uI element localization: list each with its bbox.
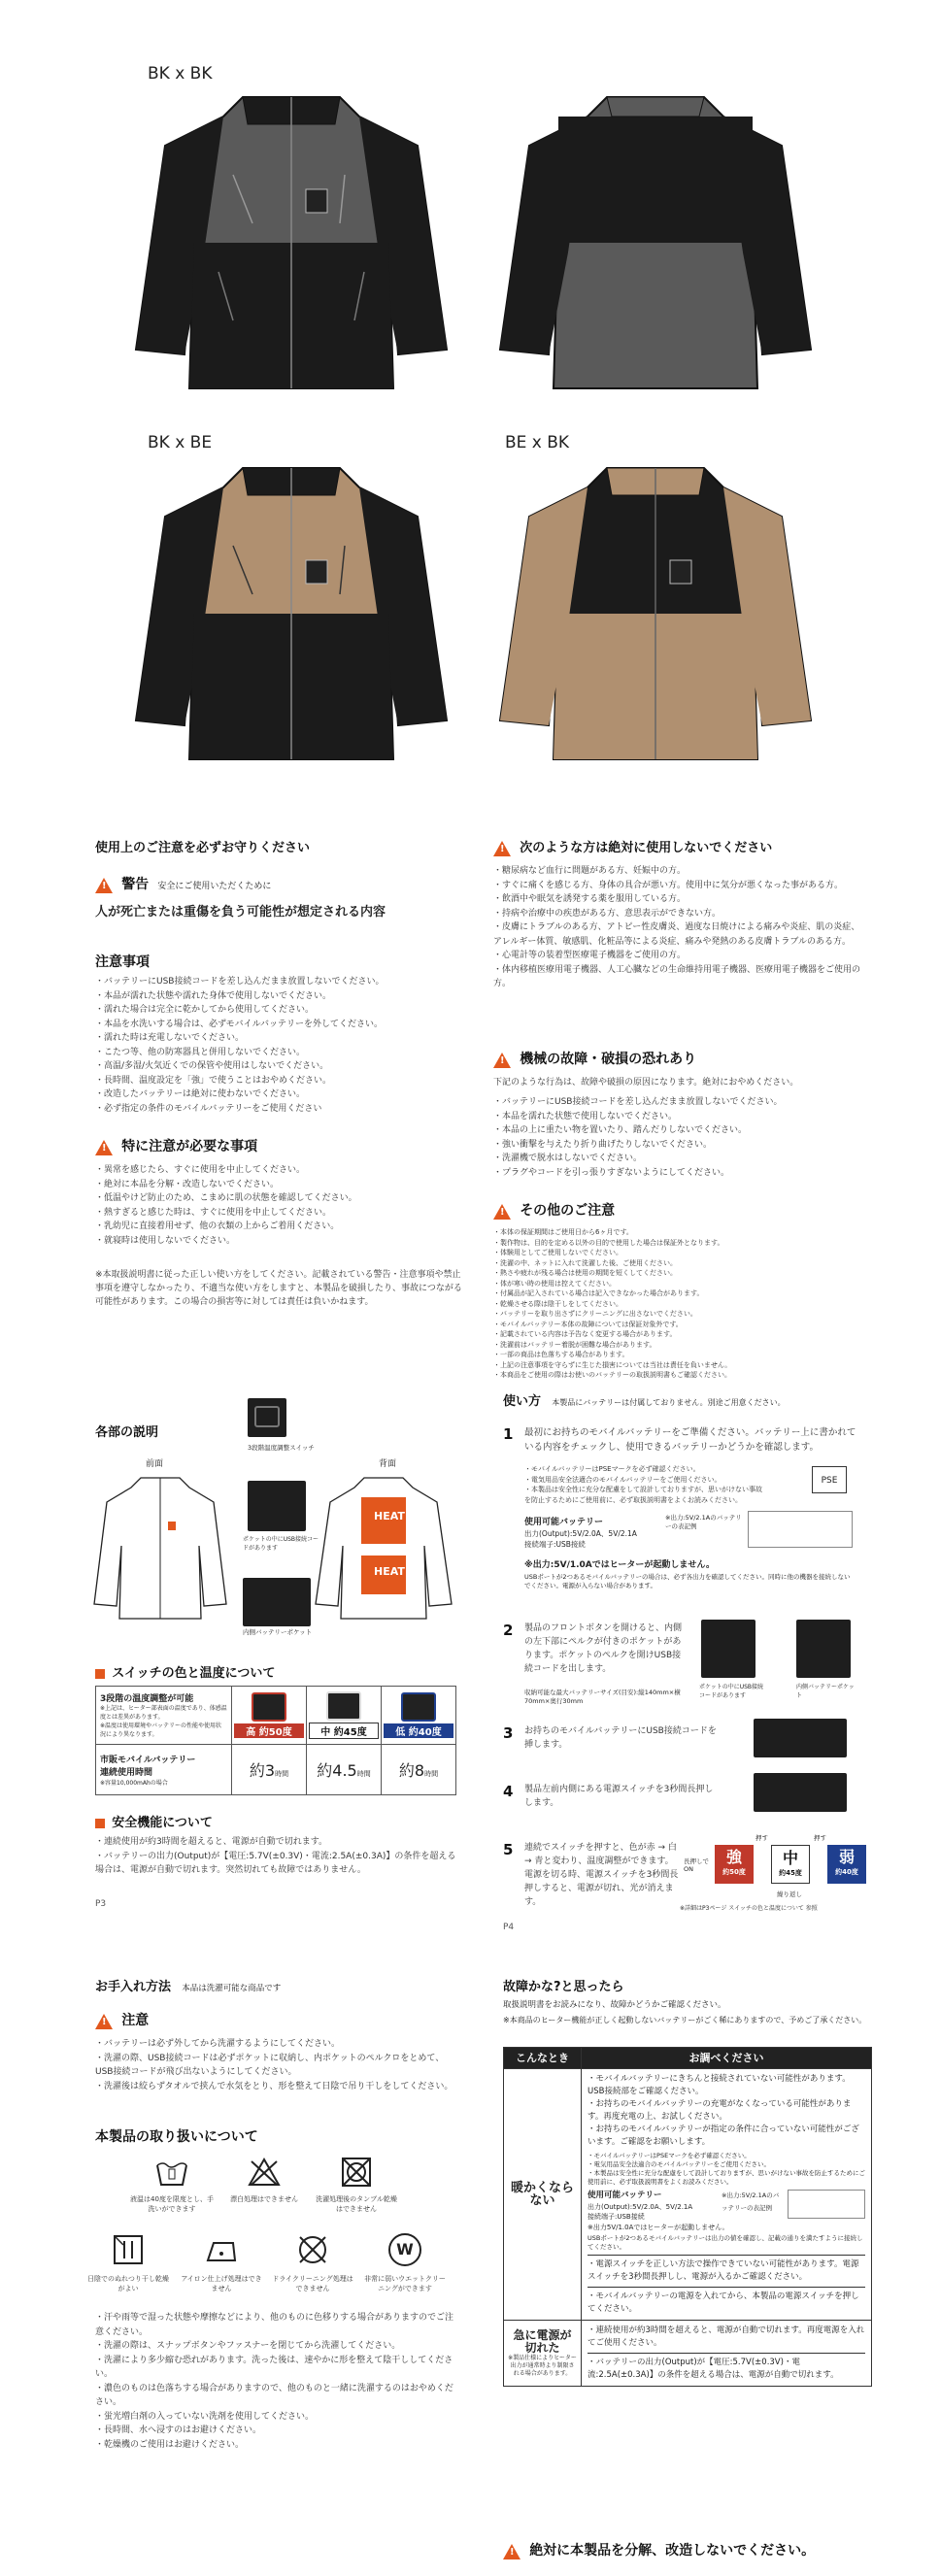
check-item: ・バッテリーの出力(Output)が【電圧:5.7V(±0.3V)・電流:2.5A(±0.3A)】の条件を超える場合は、電源が自動で切れます。 (588, 2353, 865, 2382)
restrict-title: 次のような方は絶対に使用しないでください (520, 841, 773, 855)
col-header: こんなとき (504, 2048, 582, 2069)
final-warning-text: 絶対に本製品を分解、改造しないでください。 (529, 2543, 816, 2559)
trouble-sub1: 取扱説明書をお読みになり、故障かどうかご確認ください。 (503, 2000, 726, 2010)
warning-icon (493, 841, 511, 856)
list-item: ・本品を水洗いする場合は、必ずモバイルバッテリーを外してください。 (95, 1019, 384, 1029)
list-item: ・体が寒い時の使用は控えてください。 (493, 1279, 616, 1288)
list-item: ・本体の保証期間はご使用日から6ヶ月です。 (493, 1228, 633, 1236)
warning-sub: 安全にご使用いただくために (157, 882, 272, 891)
special-heading (95, 1136, 257, 1155)
warning-icon (95, 1140, 113, 1155)
usage-title: 使い方 (503, 1394, 542, 1409)
step2-photo-pocket (701, 1620, 755, 1678)
list-item: ・洗濯の際、USB接続コードは必ずポケットに収納し、内ポケットのペルクロをとめて、USB接続コードが飛び出ないようにしてください。 (95, 2053, 445, 2077)
table-row (504, 2069, 872, 2321)
no-tumble-icon (340, 2156, 373, 2189)
level-badge-mid: 中 約45度 (309, 1723, 379, 1739)
care-label: 日陰でのぬれつり干し乾燥がよい (87, 2275, 169, 2292)
list-item: ・バッテリーは必ず外してから洗濯するようにしてください。 (95, 2039, 341, 2049)
care-label: 漂白処理はできません (230, 2195, 298, 2203)
parts-back-illustration (311, 1468, 456, 1623)
case1-usb: ※出力5V/1.0Aではヒーターが起動しません。 (588, 2224, 729, 2231)
pocket-label: ポケットの中にUSB接続コードがあります (243, 1536, 319, 1552)
size-note: 収納可能な最大バッテリーサイズ(目安):縦140mm×横70mm×奥行30mm (524, 1689, 681, 1705)
inner-caption: 内側バッテリーポケット (796, 1684, 855, 1699)
step-text: お持ちのモバイルバッテリーにUSB接続コードを挿します。 (524, 1726, 717, 1750)
pse-mark: PSE (812, 1466, 847, 1493)
case1-spec-side: ※出力:5V/2.1Aのバッテリーの表記例 (722, 2191, 780, 2212)
warning-icon (503, 2544, 520, 2559)
step3-photo (754, 1719, 847, 1757)
care-warn-title: 注意 (121, 2013, 150, 2028)
battery-label-sample (788, 2190, 865, 2219)
list-item: ・バッテリーを取り出さずにクリーニングに出さないでください。 (493, 1310, 697, 1318)
care-label: 液温は40度を限度とし、手洗いができます (130, 2195, 214, 2213)
hours-low: 約8時間 (382, 1745, 456, 1795)
list-item: ・改造したバッテリーは絶対に使わないでください。 (95, 1089, 306, 1099)
jacket-bkbk-front (126, 78, 456, 398)
temp-row2-label-cell (96, 1745, 232, 1795)
list-item: ・付属品が記入されている場合は記入できなかった場合があります。 (493, 1289, 704, 1297)
list-item: ・長時間、温度設定を「強」で使うことはおやめください。 (95, 1075, 332, 1086)
list-item: ・すぐに痛くを感じる方、身体の具合が悪い方。使用中に気分が悪くなった事がある方。 (493, 880, 844, 890)
out-note: ※出力:5V/1.0Aではヒーターが起動しません。 (524, 1560, 715, 1570)
switch-label: 3段階温度調整スイッチ (248, 1444, 315, 1452)
variant-label-bkbe: BK x BE (148, 433, 213, 452)
case1-notes: ・モバイルバッテリーはPSEマークを必ず確認ください。 ・電気用品安全法適合のモバイルバッテリーをご使用ください。 ・本製品は安全性に充分な配慮をして設計しておりますが、思いがけない事故を防止するためにご使用前に、必ず取扱説明書をよくお読みください。 (588, 2152, 865, 2186)
list-item: ・低温やけど防止のため、こまめに肌の状態を確認してください。 (95, 1193, 357, 1203)
list-item: ・一部の商品は色落ちする場合があります。 (493, 1351, 629, 1358)
step-number: 4 (503, 1783, 514, 1800)
level-cell-high (232, 1687, 307, 1745)
parts-front-illustration (92, 1468, 228, 1623)
list-item: ・飲酒中や眠気を誘発する薬を服用している方。 (493, 894, 687, 904)
parts-title: 各部の説明 (95, 1425, 159, 1440)
battery-notes (524, 1464, 767, 1505)
trouble-title: 故障かな?と思ったら (503, 1980, 624, 1994)
table-row (504, 2048, 872, 2069)
power-icon (254, 1406, 280, 1427)
temp-table (95, 1686, 456, 1795)
list-item: ・洗濯の際は、スナップボタンやファスナーを閉じてから洗濯してください。 (95, 2341, 401, 2351)
jacket-bkbk-back (490, 78, 821, 398)
col-header: お調べください (582, 2048, 872, 2069)
safety-title: 安全機能について (112, 1816, 213, 1830)
care-heading (95, 1976, 281, 1994)
final-warning (503, 2540, 815, 2559)
list-item: ・就寝時は使用しないでください。 (95, 1235, 236, 1246)
jacket-bebk-front (490, 449, 821, 769)
step-text: 製品左前内側にある電源スイッチを3秒間長押しします。 (524, 1785, 714, 1808)
list-item: ・洗濯前はバッテリー着脱が困難な場合があります。 (493, 1340, 656, 1349)
case2-cell (504, 2321, 582, 2387)
list-item: ・連続使用が約3時間を超えると、電源が自動で切れます。 (95, 1837, 328, 1847)
list-item: ・乳幼児に直接着用せず、他の衣類の上からご着用ください。 (95, 1221, 340, 1231)
caution-title: 使用上のご注意を必ずお守りください (95, 841, 311, 855)
list-item: ・蛍光増白剤の入っていない洗剤を使用してください。 (95, 2411, 315, 2422)
wet-clean-icon: W (388, 2233, 421, 2266)
list-item: ・長時間、水へ浸すのはお避けください。 (95, 2425, 262, 2435)
no-dry-clean-icon (296, 2233, 329, 2266)
list-item: ・プラグやコードを引っ張りすぎないようにしてください。 (493, 1167, 730, 1178)
care-label: アイロン仕上げ処理はできません (181, 2275, 262, 2292)
check-item: ・連続使用が約3時間を超えると、電源が自動で切れます。再度電源を入れてご使用ください。 (588, 2325, 865, 2348)
check-item: ・モバイルバッテリーにきちんと接続されていない可能性があります。USB接続部をご確認ください。 (588, 2074, 851, 2096)
mech-intro: 下記のような行為は、故障や破損の原因になります。絶対におやめください。 (493, 1078, 799, 1087)
temp-row-label (96, 1687, 232, 1745)
accent-square-icon (95, 1819, 105, 1828)
list-item: ・絶対に本品を分解・改造しないでください。 (95, 1179, 280, 1189)
list-item: ・洗濯機で脱水はしないでください。 (493, 1154, 643, 1163)
trouble-table (503, 2047, 872, 2387)
list-item: ・記載されている内容は予告なく変更する場合があります。 (493, 1330, 677, 1338)
mech-title: 機械の故障・破損の恐れあり (520, 1052, 697, 1067)
inner-pocket-photo (243, 1578, 311, 1626)
list-item: ・本品が濡れた状態や濡れた身体で使用しないでください。 (95, 990, 332, 1001)
no-bleach-icon (248, 2158, 281, 2187)
step-text: 最初にお持ちのモバイルバッテリーをご準備ください。バッテリー上に書かれている内容をチェックし、使用できるバッテリーかどうかを確認します。 (524, 1427, 856, 1453)
list-item: ・電気用品安全法適合のモバイルバッテリーをご使用ください。 (524, 1475, 722, 1484)
hours-high: 約3時間 (232, 1745, 307, 1795)
list-item: ・濃色のものは色落ちする場合がありますので、他のものと一緒に洗濯するのはおやめください。 (95, 2383, 453, 2407)
press-label-2: 押す (814, 1834, 826, 1842)
list-item: ・モバイルバッテリーはPSEマークを必ず確認ください。 (524, 1465, 700, 1473)
restrict-list (493, 864, 862, 991)
jacket-bkbe-front (126, 449, 456, 769)
list-item: ・製作物は、目的を定める以外の目的で使用した場合は保証外となります。 (493, 1238, 724, 1247)
warning-label: 警告 (121, 877, 150, 892)
case1-details (582, 2069, 872, 2321)
mech-heading (493, 1049, 696, 1068)
list-item: ・熱すぎると感じた時は、すぐに使用を中止してください。 (95, 1207, 332, 1218)
level-badge-high: 高 約50度 (234, 1723, 304, 1738)
check-item: ・お持ちのモバイルバッテリーの充電がなくなっている可能性があります。再度充電の上、お試しください。 (588, 2099, 852, 2122)
other-title: その他のご注意 (520, 1203, 616, 1219)
warning-icon (493, 1204, 511, 1220)
caution-footnote: ※本取扱説明書に従った正しい使い方をしてください。記載されている警告・注意事項や禁止事項を遵守しなかったり、不適当な使い方をしますと、本製品を破損したり、事故につながる可能性があります。この場合の損害等に対しては責任は負いかねます。 (95, 1270, 462, 1307)
battery-spec-title: 使用可能バッテリー (524, 1518, 604, 1527)
step-number: 2 (503, 1622, 514, 1639)
list-item: ・異常を感じたら、すぐに使用を中止してください。 (95, 1165, 306, 1175)
case2-details (582, 2321, 872, 2387)
temp-row2-note: ※容量10,000mAhの場合 (100, 1780, 168, 1787)
list-item: ・体験用としてご使用しないでください。 (493, 1249, 622, 1256)
check-item: ・モバイルバッテリーの電源を入れてから、本製品の電源スイッチを押してください。 (588, 2287, 865, 2316)
table-row (96, 1745, 456, 1795)
step-text: 製品のフロントボタンを開けると、内側の左下部にペルクが付きのポケットがあります。ポケットのペルクを開けUSB接続コードを出します。 (524, 1623, 683, 1674)
list-item: ・汗や雨等で湿った状態や摩擦などにより、他のものに色移りする場合がありますのでご注意ください。 (95, 2313, 454, 2337)
level-cell-low (382, 1687, 456, 1745)
parts-front-label: 前面 (146, 1459, 164, 1469)
list-item: ・バッテリーにUSB接続コードを差し込んだまま放置しないでください。 (493, 1097, 783, 1107)
switch-level-low: 弱 約40度 (827, 1845, 866, 1884)
other-list (493, 1227, 862, 1381)
list-item: ・体内移植医療用電子機器、人工心臓などの生命維持用電子機器、医療用電子機器をご使用の方。 (493, 964, 861, 988)
notes-title: 注意事項 (95, 954, 150, 970)
table-row (504, 2321, 872, 2387)
battery-spec: 出力(Output):5V/2.0A、5V/2.1A 接続端子:USB接続 (524, 1529, 637, 1549)
temp-row2-label: 市販モバイルバッテリー 連続使用時間 (100, 1756, 196, 1778)
list-item: ・高温/多湿/火気近くでの保管や使用はしないでください。 (95, 1061, 329, 1071)
list-item: ・洗濯の中、ネットに入れて洗濯した後、ご使用ください。 (493, 1258, 677, 1267)
handling-title: 本製品の取り扱いについて (95, 2129, 258, 2145)
red-power-icon (252, 1692, 286, 1722)
special-title: 特に注意が必要な事項 (121, 1139, 258, 1154)
case1-spec-row (588, 2190, 865, 2222)
list-item: ・糖尿病など血行に問題がある方、妊娠中の方。 (493, 866, 687, 876)
temp-note: ※詳細はP3ページ スイッチの色と温度について 参照 (680, 1905, 818, 1912)
list-item: ・心電計等の装着型医療電子機器をご使用の方。 (493, 951, 687, 960)
list-item: ・濡れた時は充電しないでください。 (95, 1033, 245, 1043)
temp-row1-note: ※上記は、ヒーター部表面の温度であり、体感温度とは差異があります。 ※温度は使用環境やバッテリーの性能や使用状況により異なります。 (100, 1705, 227, 1738)
inner-pocket-label: 内側バッテリーポケット (243, 1628, 313, 1636)
step4-photo (754, 1773, 847, 1812)
care-sub: 本品は洗濯可能な商品です (182, 1984, 282, 1993)
list-item: ・上記の注意事項を守らずに生じた損害については当社は責任を負いません。 (493, 1360, 732, 1369)
case-label: 急に電源が切れた (513, 2327, 572, 2355)
case2-sub: ※製品仕様によりヒーター出力が通常時より制限される場合があります。 (508, 2354, 577, 2377)
warning-head: 人が死亡または重傷を負う可能性が想定される内容 (95, 905, 386, 920)
step-text: 連続でスイッチを押すと、色が赤 → 白 → 青と変わり、温度調整ができます。電源を切る時、電源スイッチを3秒間長押しすると、電源が切れ、光が消えます。 (524, 1843, 679, 1907)
page-number-p4: P4 (503, 1923, 515, 1932)
switch-level-mid: 中 約45度 (771, 1845, 810, 1884)
care-title: お手入れ方法 (95, 1980, 172, 1994)
step2-photo-inner (796, 1620, 851, 1678)
care-label: 非常に弱いウエットクリーニングができます (364, 2275, 446, 2292)
warning-heading (95, 874, 271, 893)
care-label: ドライクリーニング処理はできません (272, 2275, 353, 2292)
case1-usb2: USBポートが2つあるモバイルバッテリーは出力の値を確認し、記載の通りを満たすように接続してください。 (588, 2234, 863, 2251)
battery-spec-side: ※出力:5V/2.1Aのバッテリーの表記例 (665, 1514, 742, 1530)
safety-heading (95, 1812, 213, 1830)
white-power-icon (326, 1691, 361, 1721)
pocket-photo (248, 1481, 306, 1531)
care-warn-list (95, 2037, 454, 2093)
temp-row1-label: 3段階の温度調整が可能 (100, 1694, 194, 1704)
iron-icon (204, 2235, 239, 2264)
list-item: ・必ず指定の条件のモバイルバッテリーをご使用ください (95, 1103, 322, 1114)
list-item: ・モバイルバッテリー本体の故障については保証対象外です。 (493, 1320, 683, 1328)
other-heading (493, 1200, 615, 1220)
hold-label: 長押しでON (684, 1857, 709, 1873)
mech-list (493, 1095, 862, 1180)
usb-note: USBポートが2つあるモバイルバッテリーの場合は、必ず各出力を確認してください。同時に他の機器を接続しないでください。電源が入らない場合があります。 (524, 1573, 851, 1589)
check-item: ・電源スイッチを正しい方法で操作できていない可能性があります。電源スイッチを3秒間長押しし、電源が入るかご確認ください。 (588, 2255, 865, 2284)
switch-level-high: 強 約50度 (715, 1845, 754, 1884)
case-label: 暖かくならない (504, 2069, 582, 2321)
level-badge-low: 低 約40度 (384, 1723, 453, 1738)
list-item: ・本品を濡れた状態で使用しないでください。 (493, 1111, 678, 1121)
accent-square-icon (95, 1669, 105, 1679)
press-label-1: 押す (755, 1834, 768, 1842)
check-item: ・お持ちのモバイルバッテリーが指定の条件に合っていない可能性がございます。ご確認をお願いします。 (588, 2124, 859, 2147)
list-item: ・強い衝撃を与えたり折り曲げたりしないでください。 (493, 1139, 713, 1150)
list-item: ・皮膚にトラブルのある方、アトピー性皮膚炎、過度な日焼けによる痛みや炎症、肌の炎症、アレルギー体質、敏感肌、化粧品等による炎症、痛みや発熱のある皮膚トラブルのある方。 (493, 922, 860, 947)
list-item: ・こたつ等、他の防寒器具と併用しないでください。 (95, 1047, 306, 1057)
warning-icon (95, 878, 113, 893)
step-number: 1 (503, 1425, 514, 1443)
restrict-heading (493, 837, 772, 856)
list-item: ・持病や治療中の疾患がある方、意思表示ができない方。 (493, 908, 722, 919)
hand-wash-icon (155, 2158, 188, 2187)
safety-list (95, 1835, 464, 1878)
list-item: ・バッテリーの出力(Output)が【電圧:5.7V(±0.3V)・電流:2.5A(±0.3A)】の条件を超える場合は、電源が自動で切れます。突然切れても故障ではありません。 (95, 1851, 456, 1875)
hours-mid: 約4.5時間 (307, 1745, 382, 1795)
variant-label-bkbk: BK x BK (148, 64, 213, 84)
care-warn-heading (95, 2010, 149, 2029)
care-label: 洗濯処理後のタンブル乾燥はできません (316, 2195, 397, 2213)
level-cell-mid (307, 1687, 382, 1745)
heat-label-upper: HEAT (374, 1510, 405, 1522)
step-number: 3 (503, 1724, 514, 1742)
line-dry-icon (112, 2233, 145, 2266)
warning-icon (493, 1053, 511, 1068)
case1-spec: 使用可能バッテリー 出力(Output):5V/2.0A、5V/2.1A 接続端子:USB接続 (588, 2191, 693, 2221)
list-item: ・バッテリーにUSB接続コードを差し込んだまま放置しないでください。 (95, 977, 385, 987)
heat-label-lower: HEAT (374, 1565, 405, 1578)
notes-list (95, 975, 464, 1116)
temps-title: スイッチの色と温度について (112, 1666, 276, 1681)
parts-back-label: 背面 (379, 1459, 397, 1469)
list-item: ・乾燥機のご使用はお避けください。 (95, 2439, 245, 2450)
list-item: ・本品の上に重たい物を置いたり、踏んだりしないでください。 (493, 1125, 748, 1135)
list-item: ・乾燥させる際は陰干しをしてください。 (493, 1299, 622, 1308)
blue-power-icon (401, 1692, 436, 1722)
temps-heading (95, 1662, 275, 1681)
battery-label-sample (748, 1511, 853, 1548)
page-number-p3: P3 (95, 1899, 107, 1909)
variant-label-bebk: BE x BK (505, 433, 570, 452)
list-item: ・洗濯により多少縮む恐れがあります。洗った後は、速やかに形を整えて陰干ししてください。 (95, 2355, 453, 2379)
step-number: 5 (503, 1841, 514, 1858)
pocket-caption: ポケットの中にUSB接続コードがあります (699, 1684, 764, 1699)
usage-sub: 本製品にバッテリーは付属しておりません。別途ご用意ください。 (552, 1398, 786, 1407)
loop-label: 繰り返し (777, 1890, 802, 1898)
warning-icon (95, 2014, 113, 2029)
list-item: ・本商品をご使用の際はお使いのバッテリーの取扱説明書もご確認ください。 (493, 1371, 731, 1379)
trouble-sub2: ※本商品のヒーター機能が正しく起動しないバッテリーがごく稀にありますので、予めご了承ください。 (503, 2016, 867, 2024)
care-notes (95, 2311, 454, 2452)
usage-heading (503, 1390, 786, 1409)
list-item: ・濡れた場合は完全に乾かしてから使用してください。 (95, 1005, 315, 1015)
list-item: ・熱さや疲れが残る場合は使用の期間を短くしてください。 (493, 1269, 677, 1277)
table-row (96, 1687, 456, 1745)
list-item: ・洗濯後は絞らずタオルで挟んで水気をとり、形を整えて日陰で吊り干しをしてください。 (95, 2081, 453, 2091)
special-list (95, 1163, 464, 1248)
list-item: ・本製品は安全性に充分な配慮をして設計しておりますが、思いがけない事故を防止するためにご使用前に、必ず取扱説明書をよくお読みください。 (524, 1486, 762, 1504)
